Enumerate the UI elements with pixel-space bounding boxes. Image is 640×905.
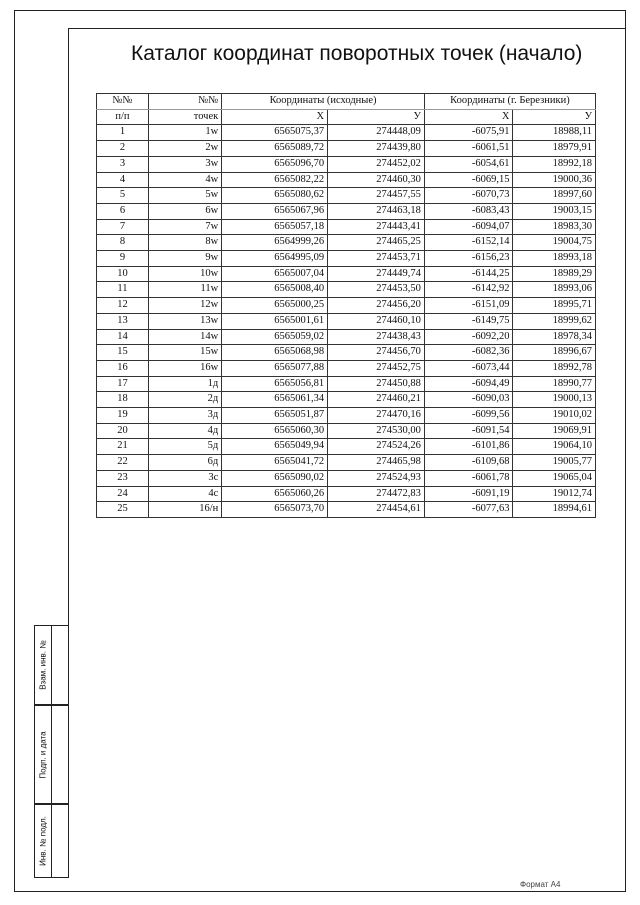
x-source-cell: 6565089,72 bbox=[222, 141, 328, 157]
point-id-cell: 2w bbox=[148, 141, 221, 157]
x-source-cell: 6565057,18 bbox=[222, 219, 328, 235]
x-city-cell: -6144,25 bbox=[424, 266, 513, 282]
y-source-cell: 274470,16 bbox=[328, 408, 425, 424]
table-row bbox=[97, 203, 596, 219]
x-city-cell: -6061,78 bbox=[424, 470, 513, 486]
y-source-cell: 274456,20 bbox=[328, 298, 425, 314]
table-row bbox=[97, 188, 596, 204]
y-city-cell: 18995,71 bbox=[513, 298, 596, 314]
row-number-cell: 10 bbox=[97, 266, 149, 282]
x-source-cell: 6565007,04 bbox=[222, 266, 328, 282]
y-source-cell: 274449,74 bbox=[328, 266, 425, 282]
y-city-cell: 18978,34 bbox=[513, 329, 596, 345]
table-row bbox=[97, 360, 596, 376]
y-source-cell: 274472,83 bbox=[328, 486, 425, 502]
y-city-cell: 18992,18 bbox=[513, 156, 596, 172]
y-source-cell: 274450,88 bbox=[328, 376, 425, 392]
stamp-inventory-original-label: Инв. № подл. bbox=[38, 816, 48, 866]
row-number-cell: 12 bbox=[97, 298, 149, 314]
x-source-cell: 6565096,70 bbox=[222, 156, 328, 172]
table-header-row-2 bbox=[97, 109, 596, 125]
coordinates-table bbox=[96, 93, 596, 518]
x-city-cell: -6054,61 bbox=[424, 156, 513, 172]
x-city-cell: -6091,54 bbox=[424, 423, 513, 439]
point-id-cell: 3д bbox=[148, 408, 221, 424]
point-id-cell: 5w bbox=[148, 188, 221, 204]
y-source-cell: 274448,09 bbox=[328, 125, 425, 141]
header-y-source: У bbox=[328, 109, 425, 125]
row-number-cell: 2 bbox=[97, 141, 149, 157]
y-city-cell: 19065,04 bbox=[513, 470, 596, 486]
row-number-cell: 23 bbox=[97, 470, 149, 486]
point-id-cell: 3с bbox=[148, 470, 221, 486]
x-city-cell: -6083,43 bbox=[424, 203, 513, 219]
table-row bbox=[97, 235, 596, 251]
point-id-cell: 13w bbox=[148, 313, 221, 329]
y-city-cell: 18979,91 bbox=[513, 141, 596, 157]
header-source-coords: Координаты (исходные) bbox=[222, 94, 425, 110]
header-x-city: Х bbox=[424, 109, 513, 125]
y-city-cell: 19012,74 bbox=[513, 486, 596, 502]
row-number-cell: 6 bbox=[97, 203, 149, 219]
x-source-cell: 6565061,34 bbox=[222, 392, 328, 408]
row-number-cell: 9 bbox=[97, 251, 149, 267]
x-city-cell: -6142,92 bbox=[424, 282, 513, 298]
y-city-cell: 18988,11 bbox=[513, 125, 596, 141]
table-row bbox=[97, 125, 596, 141]
y-city-cell: 18989,29 bbox=[513, 266, 596, 282]
x-source-cell: 6564999,26 bbox=[222, 235, 328, 251]
row-number-cell: 22 bbox=[97, 455, 149, 471]
row-number-cell: 24 bbox=[97, 486, 149, 502]
x-city-cell: -6109,68 bbox=[424, 455, 513, 471]
row-number-cell: 20 bbox=[97, 423, 149, 439]
row-number-cell: 7 bbox=[97, 219, 149, 235]
x-city-cell: -6156,23 bbox=[424, 251, 513, 267]
point-id-cell: 8w bbox=[148, 235, 221, 251]
y-source-cell: 274452,75 bbox=[328, 360, 425, 376]
point-id-cell: 5д bbox=[148, 439, 221, 455]
y-city-cell: 19000,13 bbox=[513, 392, 596, 408]
point-id-cell: 9w bbox=[148, 251, 221, 267]
point-id-cell: 4с bbox=[148, 486, 221, 502]
x-city-cell: -6152,14 bbox=[424, 235, 513, 251]
table-row bbox=[97, 172, 596, 188]
x-city-cell: -6090,03 bbox=[424, 392, 513, 408]
header-x-source: Х bbox=[222, 109, 328, 125]
table-row bbox=[97, 408, 596, 424]
y-source-cell: 274465,25 bbox=[328, 235, 425, 251]
table-row bbox=[97, 376, 596, 392]
row-number-cell: 3 bbox=[97, 156, 149, 172]
x-city-cell: -6077,63 bbox=[424, 502, 513, 518]
x-source-cell: 6565080,62 bbox=[222, 188, 328, 204]
row-number-cell: 19 bbox=[97, 408, 149, 424]
row-number-cell: 8 bbox=[97, 235, 149, 251]
x-source-cell: 6564995,09 bbox=[222, 251, 328, 267]
x-city-cell: -6099,56 bbox=[424, 408, 513, 424]
point-id-cell: 10w bbox=[148, 266, 221, 282]
point-id-cell: 3w bbox=[148, 156, 221, 172]
x-source-cell: 6565067,96 bbox=[222, 203, 328, 219]
x-source-cell: 6565077,88 bbox=[222, 360, 328, 376]
point-id-cell: 16/н bbox=[148, 502, 221, 518]
stamp-ref-inventory bbox=[34, 625, 68, 705]
row-number-cell: 21 bbox=[97, 439, 149, 455]
row-number-cell: 16 bbox=[97, 360, 149, 376]
y-city-cell: 18994,61 bbox=[513, 502, 596, 518]
row-number-cell: 4 bbox=[97, 172, 149, 188]
y-city-cell: 19064,10 bbox=[513, 439, 596, 455]
y-city-cell: 19069,91 bbox=[513, 423, 596, 439]
point-id-cell: 15w bbox=[148, 345, 221, 361]
stamp-signature-date bbox=[34, 705, 68, 804]
x-source-cell: 6565000,25 bbox=[222, 298, 328, 314]
x-city-cell: -6101,86 bbox=[424, 439, 513, 455]
row-number-cell: 13 bbox=[97, 313, 149, 329]
y-source-cell: 274460,21 bbox=[328, 392, 425, 408]
x-city-cell: -6069,15 bbox=[424, 172, 513, 188]
x-city-cell: -6073,44 bbox=[424, 360, 513, 376]
table-row bbox=[97, 439, 596, 455]
x-city-cell: -6149,75 bbox=[424, 313, 513, 329]
y-city-cell: 18983,30 bbox=[513, 219, 596, 235]
x-source-cell: 6565060,26 bbox=[222, 486, 328, 502]
row-number-cell: 1 bbox=[97, 125, 149, 141]
x-city-cell: -6092,20 bbox=[424, 329, 513, 345]
point-id-cell: 1w bbox=[148, 125, 221, 141]
x-source-cell: 6565082,22 bbox=[222, 172, 328, 188]
header-num-sub: п/п bbox=[97, 109, 149, 125]
point-id-cell: 6д bbox=[148, 455, 221, 471]
y-city-cell: 19000,36 bbox=[513, 172, 596, 188]
table-row bbox=[97, 282, 596, 298]
row-number-cell: 15 bbox=[97, 345, 149, 361]
x-source-cell: 6565051,87 bbox=[222, 408, 328, 424]
point-id-cell: 16w bbox=[148, 360, 221, 376]
x-city-cell: -6070,73 bbox=[424, 188, 513, 204]
table-row bbox=[97, 502, 596, 518]
y-source-cell: 274439,80 bbox=[328, 141, 425, 157]
header-num: №№ bbox=[97, 94, 149, 110]
y-source-cell: 274456,70 bbox=[328, 345, 425, 361]
x-source-cell: 6565008,40 bbox=[222, 282, 328, 298]
table-row bbox=[97, 329, 596, 345]
row-number-cell: 5 bbox=[97, 188, 149, 204]
y-source-cell: 274452,02 bbox=[328, 156, 425, 172]
row-number-cell: 11 bbox=[97, 282, 149, 298]
y-source-cell: 274453,50 bbox=[328, 282, 425, 298]
y-source-cell: 274438,43 bbox=[328, 329, 425, 345]
x-city-cell: -6061,51 bbox=[424, 141, 513, 157]
y-city-cell: 18993,06 bbox=[513, 282, 596, 298]
y-source-cell: 274457,55 bbox=[328, 188, 425, 204]
x-source-cell: 6565059,02 bbox=[222, 329, 328, 345]
y-city-cell: 18992,78 bbox=[513, 360, 596, 376]
y-city-cell: 19004,75 bbox=[513, 235, 596, 251]
table-row bbox=[97, 219, 596, 235]
page-title: Каталог координат поворотных точек (начало) bbox=[131, 42, 583, 65]
y-source-cell: 274453,71 bbox=[328, 251, 425, 267]
y-city-cell: 18999,62 bbox=[513, 313, 596, 329]
x-source-cell: 6565090,02 bbox=[222, 470, 328, 486]
row-number-cell: 14 bbox=[97, 329, 149, 345]
table-row bbox=[97, 345, 596, 361]
y-source-cell: 274530,00 bbox=[328, 423, 425, 439]
x-city-cell: -6091,19 bbox=[424, 486, 513, 502]
x-source-cell: 6565068,98 bbox=[222, 345, 328, 361]
x-source-cell: 6565056,81 bbox=[222, 376, 328, 392]
row-number-cell: 17 bbox=[97, 376, 149, 392]
y-city-cell: 19010,02 bbox=[513, 408, 596, 424]
table-row bbox=[97, 455, 596, 471]
table-row bbox=[97, 298, 596, 314]
x-source-cell: 6565060,30 bbox=[222, 423, 328, 439]
x-source-cell: 6565049,94 bbox=[222, 439, 328, 455]
table-row bbox=[97, 156, 596, 172]
y-source-cell: 274443,41 bbox=[328, 219, 425, 235]
table-row bbox=[97, 251, 596, 267]
point-id-cell: 12w bbox=[148, 298, 221, 314]
table-row bbox=[97, 313, 596, 329]
x-city-cell: -6151,09 bbox=[424, 298, 513, 314]
y-source-cell: 274460,30 bbox=[328, 172, 425, 188]
y-source-cell: 274465,98 bbox=[328, 455, 425, 471]
table-header-row-1 bbox=[97, 94, 596, 110]
y-source-cell: 274460,10 bbox=[328, 313, 425, 329]
table-row bbox=[97, 423, 596, 439]
table-row bbox=[97, 266, 596, 282]
header-point: №№ bbox=[148, 94, 221, 110]
point-id-cell: 11w bbox=[148, 282, 221, 298]
point-id-cell: 14w bbox=[148, 329, 221, 345]
y-city-cell: 18996,67 bbox=[513, 345, 596, 361]
x-city-cell: -6094,07 bbox=[424, 219, 513, 235]
table-row bbox=[97, 141, 596, 157]
point-id-cell: 6w bbox=[148, 203, 221, 219]
y-city-cell: 18993,18 bbox=[513, 251, 596, 267]
x-city-cell: -6075,91 bbox=[424, 125, 513, 141]
header-city-coords: Координаты (г. Березники) bbox=[424, 94, 595, 110]
format-label: Формат А4 bbox=[520, 880, 561, 889]
y-city-cell: 19005,77 bbox=[513, 455, 596, 471]
stamp-signature-date-label: Подп. и дата bbox=[38, 730, 48, 779]
x-source-cell: 6565075,37 bbox=[222, 125, 328, 141]
y-source-cell: 274463,18 bbox=[328, 203, 425, 219]
stamp-ref-inventory-label: Взам. инв. № bbox=[38, 640, 48, 690]
y-source-cell: 274524,26 bbox=[328, 439, 425, 455]
header-y-city: У bbox=[513, 109, 596, 125]
point-id-cell: 4д bbox=[148, 423, 221, 439]
y-city-cell: 19003,15 bbox=[513, 203, 596, 219]
x-source-cell: 6565001,61 bbox=[222, 313, 328, 329]
row-number-cell: 25 bbox=[97, 502, 149, 518]
x-city-cell: -6082,36 bbox=[424, 345, 513, 361]
point-id-cell: 1д bbox=[148, 376, 221, 392]
x-source-cell: 6565041,72 bbox=[222, 455, 328, 471]
table-row bbox=[97, 486, 596, 502]
x-source-cell: 6565073,70 bbox=[222, 502, 328, 518]
y-source-cell: 274454,61 bbox=[328, 502, 425, 518]
y-city-cell: 18990,77 bbox=[513, 376, 596, 392]
row-number-cell: 18 bbox=[97, 392, 149, 408]
point-id-cell: 4w bbox=[148, 172, 221, 188]
y-city-cell: 18997,60 bbox=[513, 188, 596, 204]
y-source-cell: 274524,93 bbox=[328, 470, 425, 486]
table-row bbox=[97, 470, 596, 486]
point-id-cell: 7w bbox=[148, 219, 221, 235]
stamp-inventory-original bbox=[34, 804, 68, 878]
point-id-cell: 2д bbox=[148, 392, 221, 408]
table-row bbox=[97, 392, 596, 408]
x-city-cell: -6094,49 bbox=[424, 376, 513, 392]
header-point-sub: точек bbox=[148, 109, 221, 125]
